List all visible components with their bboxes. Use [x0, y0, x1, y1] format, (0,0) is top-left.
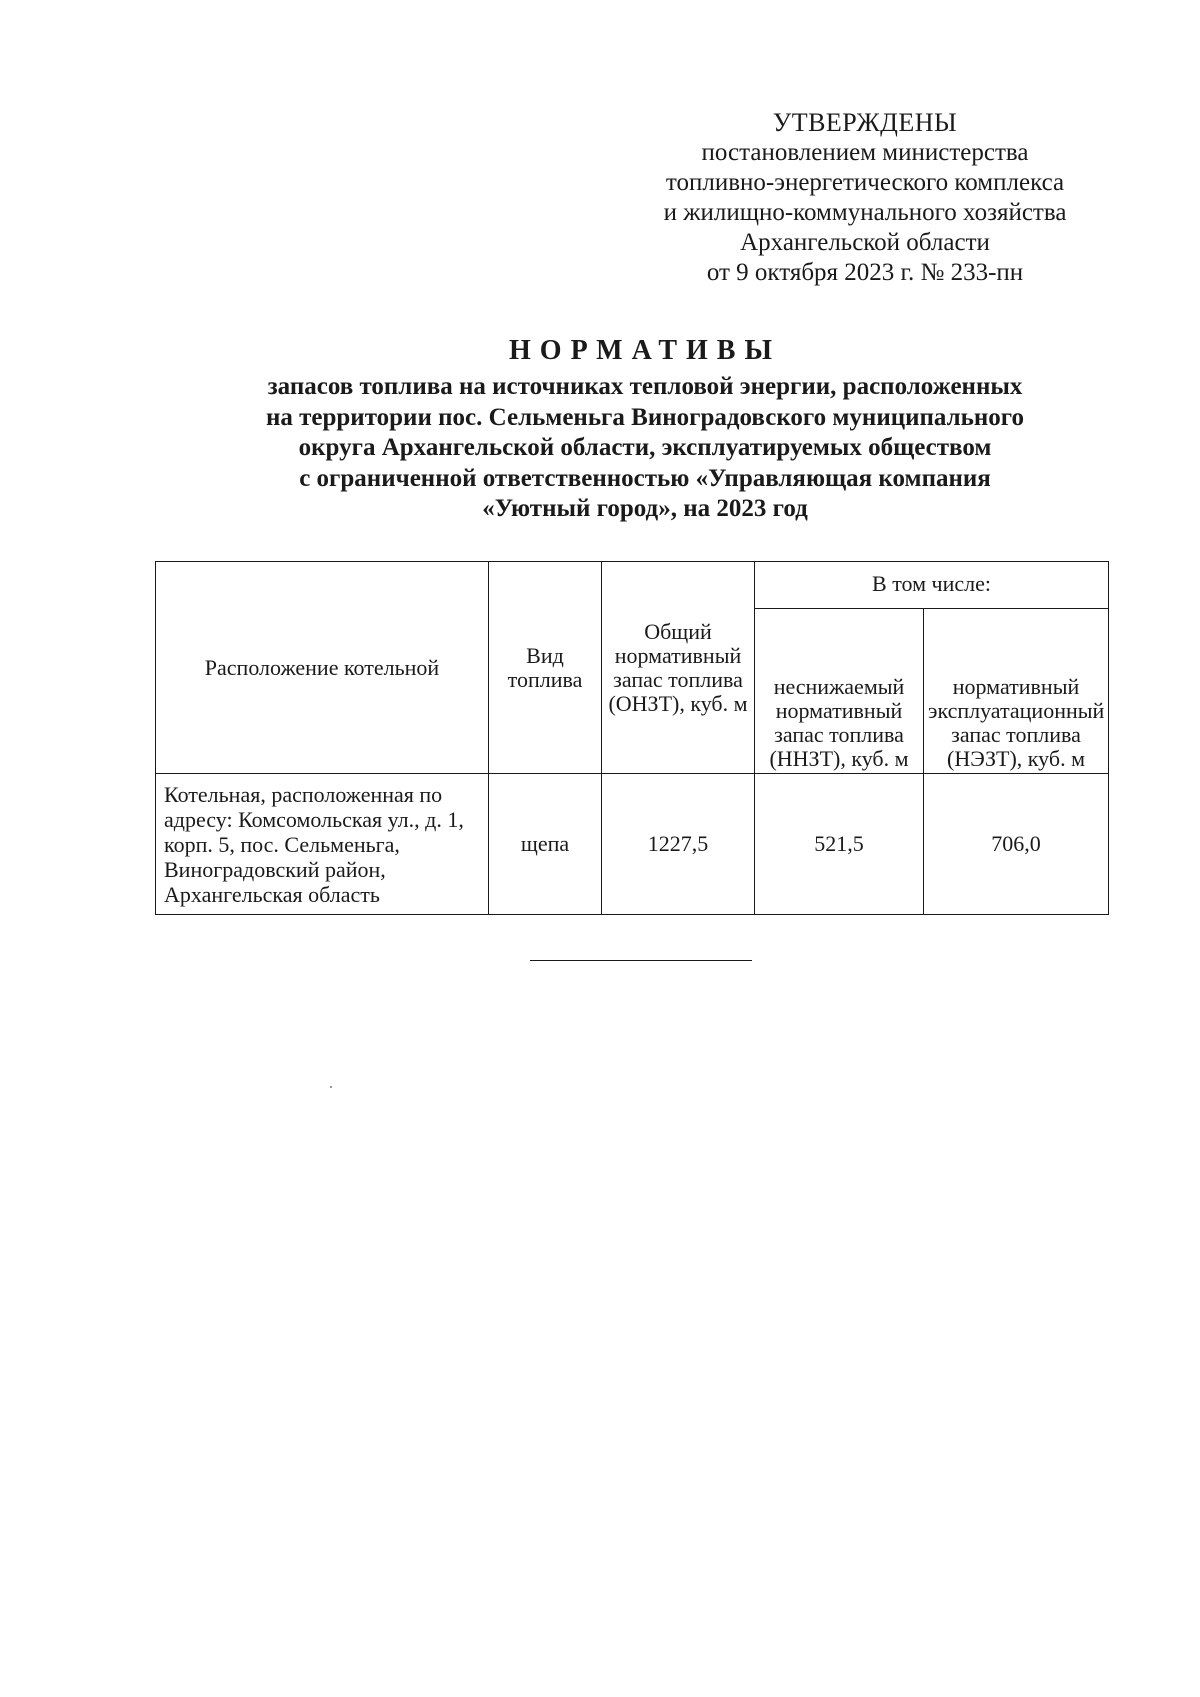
subtitle-line: «Уютный город», на 2023 год: [482, 495, 808, 522]
header-location: Расположение котельной: [156, 562, 489, 774]
scan-speck: [330, 1086, 332, 1088]
cell-location: Котельная, расположенная по адресу: Комсомольская ул., д. 1, корп. 5, пос. Сельменьга, Виноградовский район, Архангельская область: [156, 774, 489, 915]
cell-fuel-type: щепа: [489, 774, 602, 915]
subtitle-line: с ограниченной ответственностью «Управляющая компания: [299, 464, 991, 492]
cell-nnzt: 521,5: [755, 774, 924, 915]
header-nezt: нормативный эксплуатационный запас топлива (НЭЗТ), куб. м: [924, 609, 1109, 774]
header-including: В том числе:: [755, 562, 1109, 609]
cell-total: 1227,5: [602, 774, 755, 915]
header-fuel-type: Вид топлива: [489, 562, 602, 774]
header-total-reserve: Общий нормативный запас топлива (ОНЗТ), куб. м: [602, 562, 755, 774]
approval-line: постановлением министерства: [701, 139, 1029, 166]
approval-line: и жилищно-коммунального хозяйства: [663, 199, 1067, 226]
table-header-row: [156, 562, 1109, 609]
document-title: НОРМАТИВЫ: [509, 335, 781, 366]
approval-line: Архангельской области: [740, 229, 990, 256]
subtitle-line: округа Архангельской области, эксплуатируемых обществом: [298, 434, 992, 461]
subtitle-line: запасов топлива на источниках тепловой энергии, расположенных: [267, 373, 1023, 400]
approval-line: топливно-энергетического комплекса: [665, 169, 1065, 196]
approval-title: УТВЕРЖДЕНЫ: [772, 108, 958, 137]
header-nnzt: неснижаемый нормативный запас топлива (ННЗТ), куб. м: [755, 609, 924, 774]
table-row: [156, 774, 1109, 915]
end-separator-line: [530, 960, 752, 961]
approval-block: [560, 108, 1170, 288]
subtitle-line: на территории пос. Сельменьга Виноградовского муниципального: [265, 403, 1025, 431]
approval-date-number: от 9 октября 2023 г. № 233-пн: [706, 259, 1024, 286]
document-subtitle: [190, 372, 1100, 525]
fuel-norms-table: [155, 561, 1109, 915]
cell-nezt: 706,0: [924, 774, 1109, 915]
